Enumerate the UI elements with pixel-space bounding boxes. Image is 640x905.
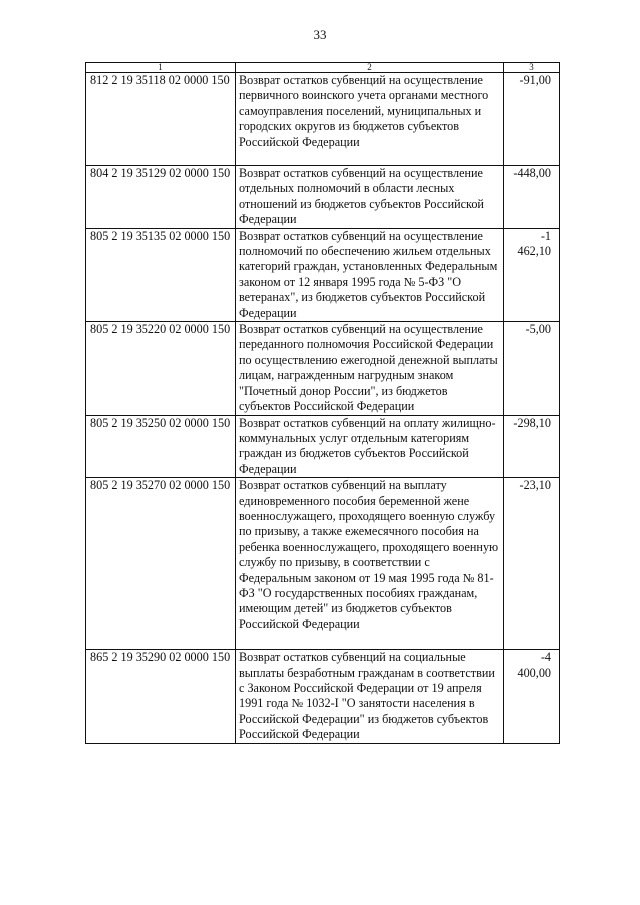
budget-table: [85, 62, 560, 744]
row-amount: -23,10: [504, 478, 560, 650]
row-description: Возврат остатков субвенций на осуществление отдельных полномочий в области лесных отношений из бюджетов субъектов Российской Федерации: [236, 166, 504, 229]
table-row: [86, 650, 560, 744]
budget-code: 812 2 19 35118 02 0000 150: [86, 73, 236, 166]
table-row: [86, 415, 560, 478]
table-row: [86, 166, 560, 229]
row-amount: -5,00: [504, 322, 560, 415]
row-description: Возврат остатков субвенций на социальные выплаты безработным гражданам в соответствии с Законом Российской Федерации от 19 апреля 1991 года № 1032-I "О занятости населения в Российской Федерации" из бюджетов субъектов Российской Федерации: [236, 650, 504, 744]
row-description: Возврат остатков субвенций на выплату единовременного пособия беременной жене военнослужащего, проходящего военную службу по призыву, а также ежемесячного пособия на ребенка военнослужащего, проходящего военную службу по призыву, в соответствии с Федеральным законом от 19 мая 1995 года № 81-ФЗ "О государственных пособиях гражданам, имеющим детей" из бюджетов субъектов Российской Федерации: [236, 478, 504, 650]
budget-code: 805 2 19 35250 02 0000 150: [86, 415, 236, 478]
budget-code: 865 2 19 35290 02 0000 150: [86, 650, 236, 744]
table-row: [86, 73, 560, 166]
table-row: [86, 322, 560, 415]
page-number: 33: [313, 27, 327, 42]
row-amount: -448,00: [504, 166, 560, 229]
column-header-code: 1: [86, 63, 236, 73]
row-amount: -4 400,00: [504, 650, 560, 744]
budget-code: 805 2 19 35270 02 0000 150: [86, 478, 236, 650]
budget-code: 804 2 19 35129 02 0000 150: [86, 166, 236, 229]
row-amount: -298,10: [504, 415, 560, 478]
row-description: Возврат остатков субвенций на осуществление первичного воинского учета органами местного самоуправления поселений, муниципальных и городских округов из бюджетов субъектов Российской Федерации: [236, 73, 504, 166]
budget-code: 805 2 19 35220 02 0000 150: [86, 322, 236, 415]
table-row: [86, 478, 560, 650]
column-header-description: 2: [236, 63, 504, 73]
column-header-amount: 3: [504, 63, 560, 73]
budget-code: 805 2 19 35135 02 0000 150: [86, 228, 236, 321]
table-row: [86, 228, 560, 321]
row-description: Возврат остатков субвенций на осуществление переданного полномочия Российской Федерации по осуществлению ежегодной денежной выплаты лицам, награжденным нагрудным знаком "Почетный донор России", из бюджетов субъектов Российской Федерации: [236, 322, 504, 415]
row-description: Возврат остатков субвенций на осуществление полномочий по обеспечению жильем отдельных категорий граждан, установленных Федеральным законом от 12 января 1995 года № 5-ФЗ "О ветеранах", из бюджетов субъектов Российской Федерации: [236, 228, 504, 321]
table-header-row: [86, 63, 560, 73]
row-amount: -1 462,10: [504, 228, 560, 321]
row-amount: -91,00: [504, 73, 560, 166]
row-description: Возврат остатков субвенций на оплату жилищно-коммунальных услуг отдельным категориям граждан из бюджетов субъектов Российской Федерации: [236, 415, 504, 478]
